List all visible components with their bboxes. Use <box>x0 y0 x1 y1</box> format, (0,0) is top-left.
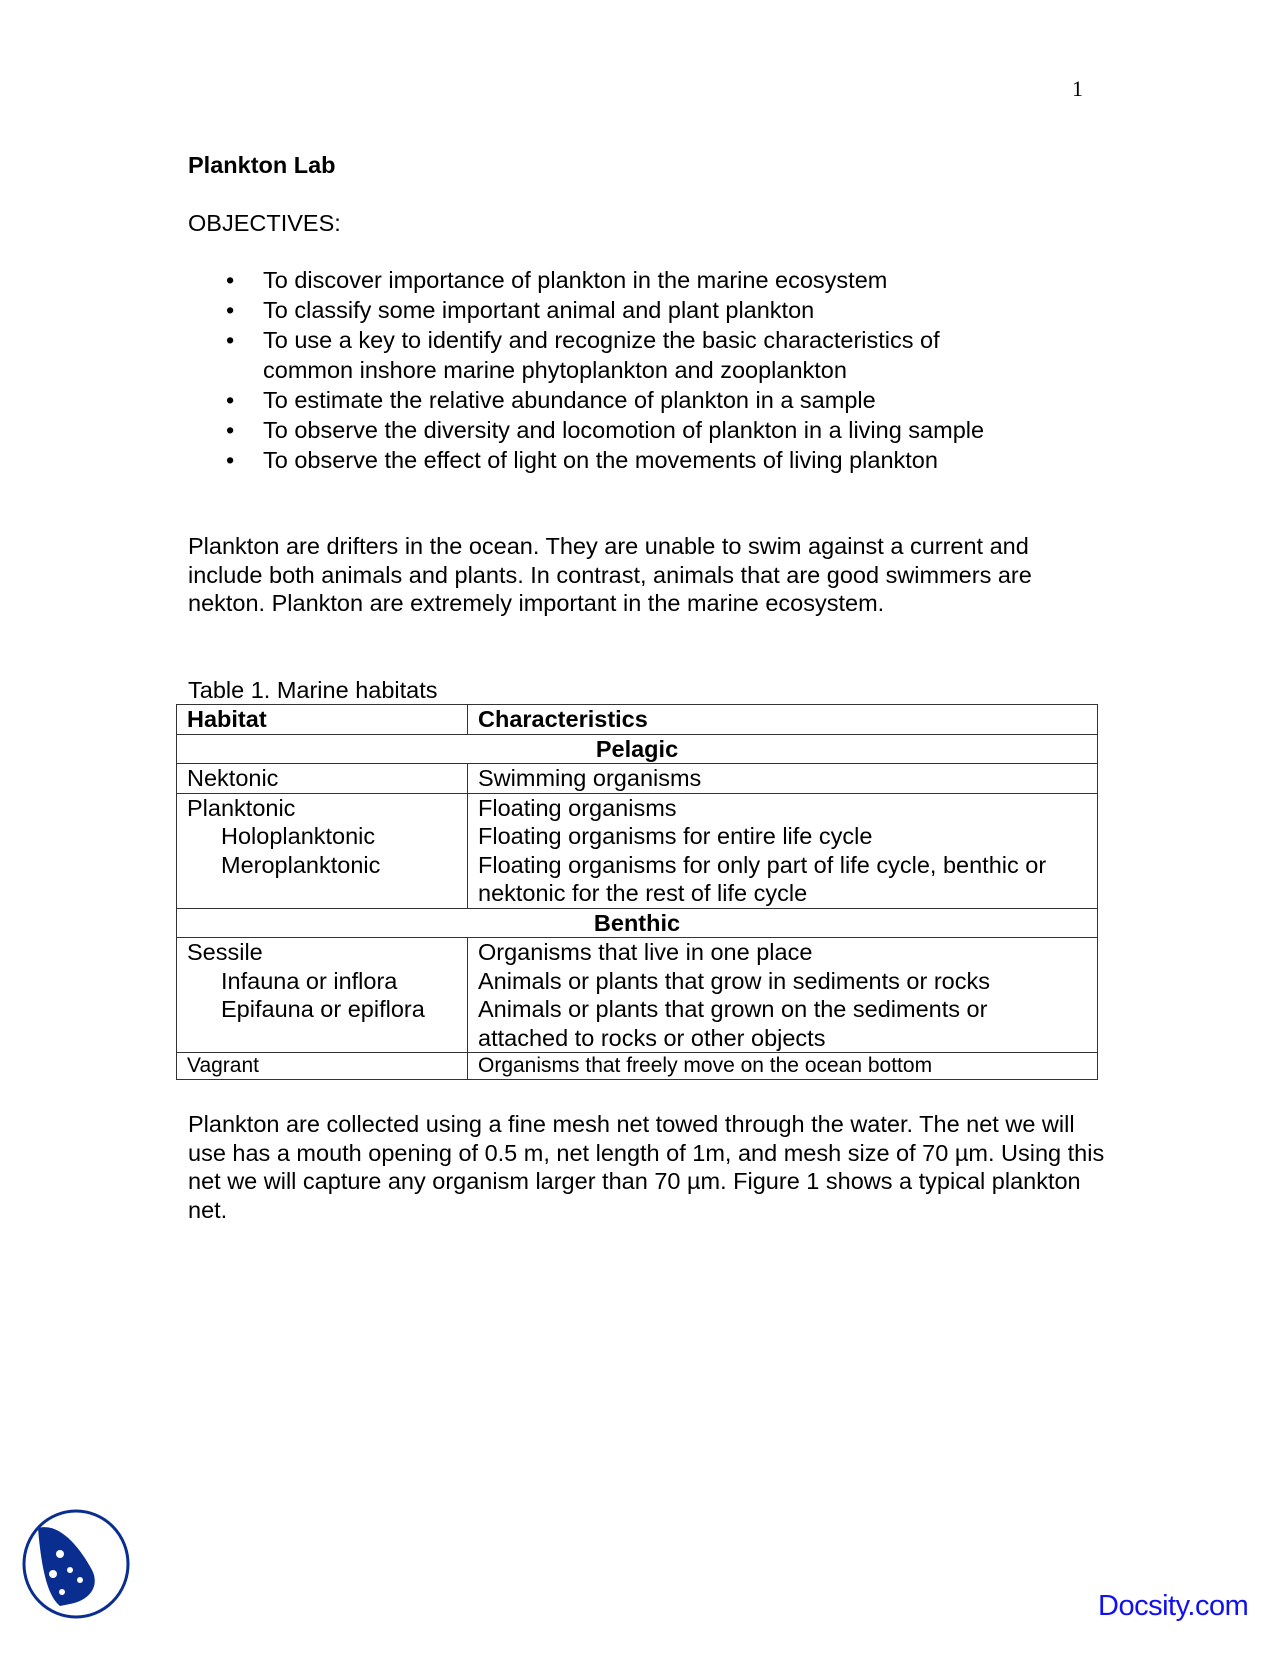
characteristics-text: Floating organisms <box>478 794 677 821</box>
objectives-heading: OBJECTIVES: <box>188 210 341 236</box>
characteristics-cell <box>468 793 1098 908</box>
section-row <box>177 734 1098 764</box>
habitat-cell: Vagrant <box>177 1053 468 1080</box>
habitat-cell <box>177 938 468 1053</box>
table-row <box>177 793 1098 908</box>
objective-item: • To classify some important animal and plant plankton <box>226 297 815 323</box>
objectives-list <box>188 265 1088 475</box>
characteristics-cell <box>468 938 1098 1053</box>
bullet-icon: • <box>226 417 235 443</box>
header-habitat: Habitat <box>177 705 468 735</box>
objective-item: • To observe the effect of light on the movements of living plankton <box>226 447 938 473</box>
bullet-icon: • <box>226 267 235 293</box>
characteristics-cell: Organisms that freely move on the ocean bottom <box>468 1053 1098 1080</box>
docsity-logo-icon <box>20 1508 132 1620</box>
table-caption: Table 1. Marine habitats <box>188 677 438 703</box>
characteristics-text: Animals or plants that grow in sediments or rocks <box>478 967 990 994</box>
sub-habitat-label: Epifauna or epiflora <box>221 996 425 1022</box>
table-row <box>177 764 1098 794</box>
section-benthic: Benthic <box>177 908 1098 938</box>
table-row <box>177 938 1098 1053</box>
intro-paragraph: Plankton are drifters in the ocean. They are unable to swim against a current and include both animals and plants. In contrast, animals that are good swimmers are nekton. Plankton are extremely important in the marine ecosystem. <box>188 533 1032 616</box>
table-row <box>177 1053 1098 1080</box>
collection-paragraph: Plankton are collected using a fine mesh net towed through the water. The net we will use has a mouth opening of 0.5 m, net length of 1m, and mesh size of 70 µm. Using this net we will capture any organism larger than 70 µm. Figure 1 shows a typical plankton net. <box>188 1111 1105 1223</box>
header-characteristics: Characteristics <box>468 705 1098 735</box>
objective-item: • To discover importance of plankton in the marine ecosystem <box>226 267 888 293</box>
characteristics-text: Organisms that live in one place <box>478 939 813 965</box>
habitat-cell <box>177 793 468 908</box>
section-pelagic: Pelagic <box>177 734 1098 764</box>
objective-item: • To use a key to identify and recognize the basic characteristics of common inshore marine phytoplankton and zooplankton <box>226 327 940 383</box>
habitat-label: Planktonic <box>187 794 296 821</box>
characteristics-text: Floating organisms for only part of life cycle, benthic or nektonic for the rest of life cycle <box>478 851 1047 906</box>
document-title: Plankton Lab <box>188 152 336 178</box>
sub-habitat-label: Infauna or inflora <box>221 967 398 994</box>
bullet-icon: • <box>226 387 235 413</box>
characteristics-text: Animals or plants that grown on the sediments or attached to rocks or other objects <box>478 996 988 1051</box>
habitat-label: Sessile <box>187 939 263 965</box>
sub-habitat-label: Holoplanktonic <box>221 823 376 849</box>
characteristics-text: Floating organisms for entire life cycle <box>478 823 873 849</box>
page-number: 1 <box>1072 76 1083 101</box>
bullet-icon: • <box>226 327 235 353</box>
docsity-link[interactable]: Docsity.com <box>1098 1590 1249 1622</box>
characteristics-cell: Swimming organisms <box>468 764 1098 794</box>
bullet-icon: • <box>226 447 235 473</box>
table-header-row <box>177 705 1098 735</box>
marine-habitats-table <box>176 704 1098 1080</box>
objective-item: • To estimate the relative abundance of plankton in a sample <box>226 387 876 413</box>
sub-habitat-label: Meroplanktonic <box>221 851 381 878</box>
objective-item: • To observe the diversity and locomotion of plankton in a living sample <box>226 417 985 443</box>
habitat-cell: Nektonic <box>177 764 468 794</box>
bullet-icon: • <box>226 297 235 323</box>
section-row <box>177 908 1098 938</box>
